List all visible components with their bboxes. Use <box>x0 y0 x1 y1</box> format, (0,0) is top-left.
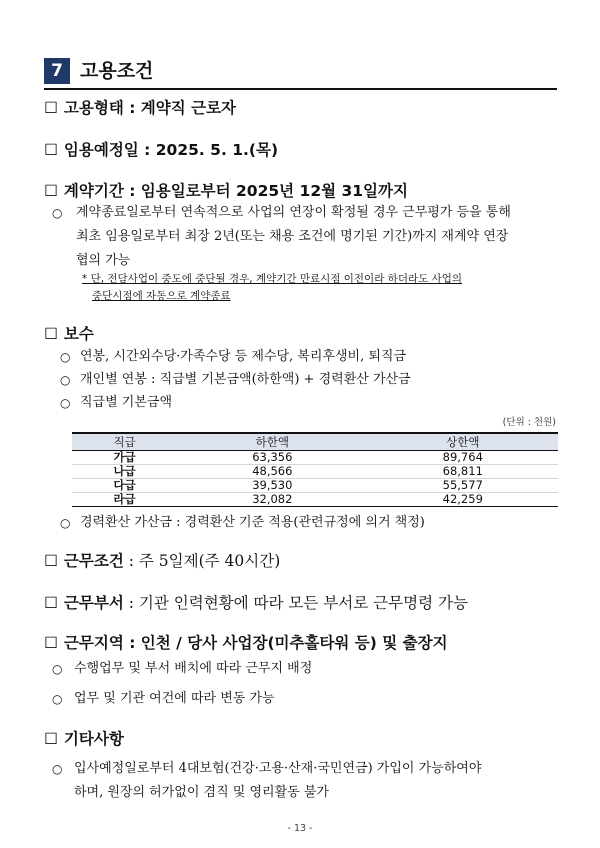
table-row <box>72 451 558 465</box>
checkbox-square-icon: ☐ <box>44 634 58 652</box>
other-line-2: 하며, 원장의 허가없이 겸직 및 영리활동 불가 <box>74 785 329 800</box>
work-conditions-value: : 주 5일제(주 40시간) <box>123 552 281 570</box>
table-unit-label: (단위 : 천원) <box>502 417 556 428</box>
bullet-circle-icon: ○ <box>52 762 63 776</box>
work-location-item-1: 수행업무 및 부서 배치에 따라 근무지 배정 <box>74 661 313 676</box>
bullet-circle-icon: ○ <box>52 206 63 220</box>
grade-cell: 라급 <box>113 492 136 506</box>
max-cell: 55,577 <box>368 479 558 493</box>
header-max: 상한액 <box>368 433 558 451</box>
min-cell: 39,530 <box>177 479 367 493</box>
table-row <box>72 493 558 507</box>
max-cell: 89,764 <box>368 451 558 465</box>
pay-item-3: 직급별 기본금액 <box>80 395 173 410</box>
section-title: 고용조건 <box>80 60 154 82</box>
table-row <box>72 479 558 493</box>
grade-cell: 가급 <box>72 451 177 465</box>
bullet-circle-icon: ○ <box>60 373 71 387</box>
checkbox-square-icon: ☐ <box>44 594 58 612</box>
min-cell: 63,356 <box>177 451 367 465</box>
salary-table <box>72 432 558 507</box>
bullet-circle-icon: ○ <box>60 516 71 530</box>
pay-label: 보수 <box>63 325 94 343</box>
work-department-value: : 기관 인력현황에 따라 모든 부서로 근무명령 가능 <box>123 594 468 612</box>
bullet-circle-icon: ○ <box>60 396 71 410</box>
section-number: 7 <box>44 58 70 84</box>
grade-cell: 다급 <box>72 479 177 493</box>
work-location-item-2: 업무 및 기관 여건에 따라 변동 가능 <box>74 691 275 706</box>
checkbox-square-icon: ☐ <box>44 730 58 748</box>
contract-period-line-3: 협의 가능 <box>76 253 131 268</box>
header-min: 하한액 <box>177 433 367 451</box>
checkbox-square-icon: ☐ <box>44 325 58 343</box>
start-date-heading <box>44 140 278 160</box>
contract-period-label: 계약기간 : 임용일로부터 2025년 12월 31일까지 <box>63 182 408 200</box>
pay-item-1: 연봉, 시간외수당·가족수당 등 제수당, 복리후생비, 퇴직금 <box>80 349 407 364</box>
work-location-label: 근무지역 : 인천 / 당사 사업장(미추홀타워 등) 및 출장지 <box>63 634 448 652</box>
other-heading <box>44 729 124 749</box>
bullet-circle-icon: ○ <box>52 662 63 676</box>
work-location-heading <box>44 633 448 653</box>
contract-note-line-2: 중단시점에 자동으로 계약종료 <box>92 290 231 302</box>
max-cell: 42,259 <box>442 492 483 506</box>
table-header-row <box>72 433 558 451</box>
work-department-heading <box>44 593 468 613</box>
contract-note-line-1: * 단, 전담사업이 중도에 중단될 경우, 계약기간 만료시점 이전이라 하더라도 사업의 <box>82 273 463 285</box>
checkbox-square-icon: ☐ <box>44 182 58 200</box>
contract-period-line-2: 최초 임용일로부터 최장 2년(또는 채용 조건에 명기된 기간)까지 재계약 연장 <box>76 229 509 244</box>
section-divider <box>44 88 557 90</box>
work-conditions-heading <box>44 551 280 571</box>
contract-period-line-1: 계약종료일로부터 연속적으로 사업의 연장이 확정될 경우 근무평가 등을 통해 <box>76 205 511 220</box>
pay-item-2: 개인별 연봉 : 직급별 기본금액(하한액) + 경력환산 가산금 <box>80 372 411 387</box>
bullet-circle-icon: ○ <box>52 692 63 706</box>
work-department-label: 근무부서 <box>63 594 124 612</box>
employment-type-heading <box>44 98 236 118</box>
work-conditions-label: 근무조건 <box>63 552 124 570</box>
other-line-1: 입사예정일로부터 4대보험(건강·고용·산재·국민연금) 가입이 가능하여야 <box>74 761 482 776</box>
pay-heading <box>44 324 94 344</box>
min-cell: 32,082 <box>252 492 293 506</box>
checkbox-square-icon: ☐ <box>44 552 58 570</box>
checkbox-square-icon: ☐ <box>44 99 58 117</box>
min-cell: 48,566 <box>177 465 367 479</box>
contract-period-heading <box>44 181 408 201</box>
page-number: - 13 - <box>287 823 313 834</box>
header-grade: 직급 <box>72 433 177 451</box>
checkbox-square-icon: ☐ <box>44 141 58 159</box>
start-date-label: 임용예정일 : 2025. 5. 1.(목) <box>63 141 279 159</box>
table-row <box>72 465 558 479</box>
employment-type-label: 고용형태 : 계약직 근로자 <box>63 99 237 117</box>
max-cell: 68,811 <box>368 465 558 479</box>
pay-after-table: 경력환산 가산금 : 경력환산 기준 적용(관련규정에 의거 책정) <box>80 515 425 530</box>
bullet-circle-icon: ○ <box>60 350 71 364</box>
other-label: 기타사항 <box>63 730 124 748</box>
grade-cell: 나급 <box>72 465 177 479</box>
